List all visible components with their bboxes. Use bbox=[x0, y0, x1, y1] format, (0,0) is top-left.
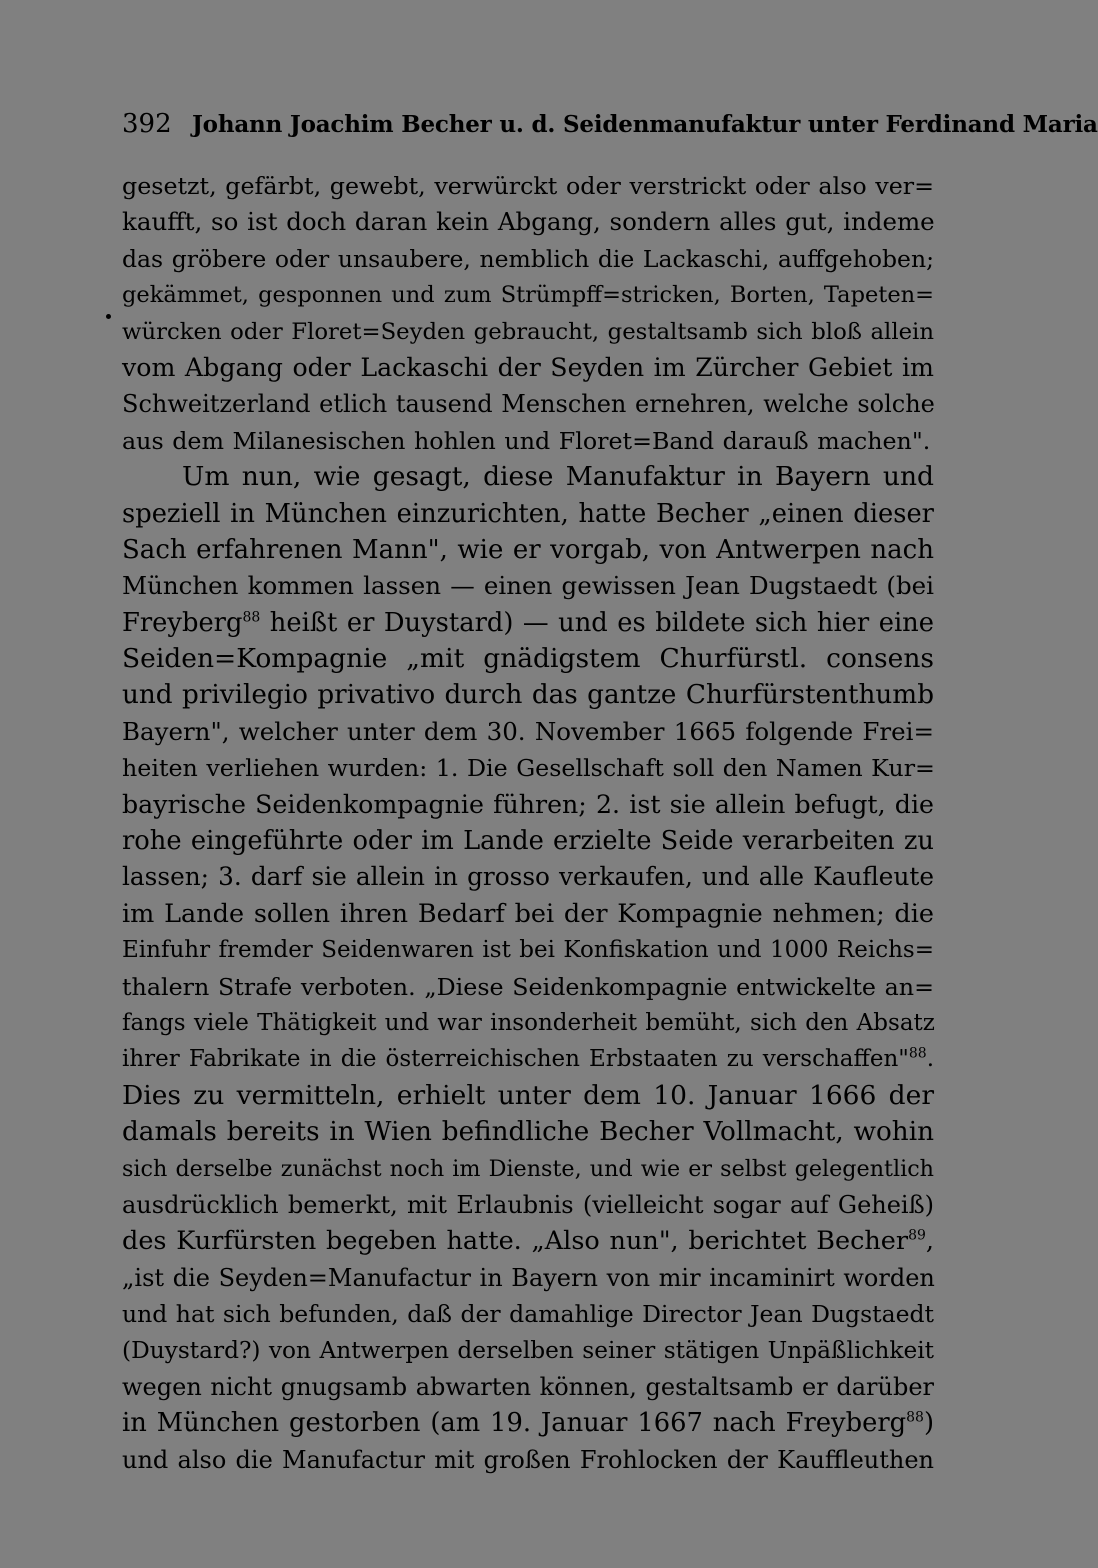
text-line: Schweitzerland etlich tausend Menschen ernehren, welche solche bbox=[122, 390, 935, 419]
text-line: und hat sich befunden, daß der damahlige Director Jean Dugstaedt bbox=[122, 1300, 934, 1329]
text-line: speziell in München einzurichten, hatte Becher „einen dieser bbox=[122, 498, 934, 529]
text-segment: heißt er Duystard) — und es bildete sich hier eine bbox=[269, 607, 935, 638]
text-line: aus dem Milanesischen hohlen und Floret=Band darauß machen". bbox=[122, 426, 931, 455]
text-segment: ihrer Fabrikate in die österreichischen Erbstaaten zu verschaffen" bbox=[122, 1046, 909, 1073]
text-line: vom Abgang oder Lackaschi der Seyden im Zürcher Gebiet im bbox=[122, 352, 934, 382]
text-line: bayrische Seidenkompagnie führen; 2. ist sie allein befugt, die bbox=[122, 789, 934, 819]
text-segment: ) bbox=[923, 1408, 934, 1439]
text-line: lassen; 3. darf sie allein in grosso verkaufen, und alle Kaufleute bbox=[122, 862, 934, 892]
text-line bbox=[122, 1223, 934, 1259]
text-line: thalern Strafe verboten. „Diese Seidenkompagnie entwickelte an= bbox=[122, 972, 934, 1001]
margin-speck bbox=[106, 314, 111, 319]
text-segment: in München gestorben (am 19. Januar 1667 nach Freyberg bbox=[122, 1408, 907, 1439]
text-line: München kommen lassen — einen gewissen Jean Dugstaedt (bei bbox=[122, 571, 934, 601]
text-line: das gröbere oder unsaubere, nemblich die Lackaschi, auffgehoben; bbox=[122, 244, 934, 273]
text-line: wegen nicht gnugsamb abwarten können, gestaltsamb er darüber bbox=[122, 1372, 934, 1401]
text-line: damals bereits in Wien befindliche Becher Vollmacht, wohin bbox=[122, 1117, 934, 1148]
text-line: Sach erfahrenen Mann", wie er vorgab, von Antwerpen nach bbox=[122, 534, 934, 565]
page-number: 392 bbox=[122, 109, 172, 139]
text-segment: . bbox=[926, 1046, 934, 1073]
text-line bbox=[122, 605, 934, 641]
running-title: Johann Joachim Becher u. d. Seidenmanufaktur unter Ferdinand Maria bbox=[192, 111, 1098, 138]
text-segment: des Kurfürsten begeben hatte. „Also nun", berichtet Becher bbox=[122, 1226, 909, 1257]
text-line: rohe eingeführte oder im Lande erzielte Seide verarbeiten zu bbox=[122, 826, 934, 857]
text-line: würcken oder Floret=Seyden gebraucht, gestaltsamb sich bloß allein bbox=[122, 318, 934, 345]
text-line: im Lande sollen ihren Bedarf bei der Kompagnie nehmen; die bbox=[122, 898, 934, 929]
text-line bbox=[122, 1041, 934, 1077]
text-line: Um nun, wie gesagt, diese Manufaktur in Bayern und bbox=[182, 461, 934, 493]
text-line bbox=[122, 1405, 934, 1441]
body-text bbox=[122, 168, 934, 1478]
text-line: Einfuhr fremder Seidenwaren ist bei Konfiskation und 1000 Reichs= bbox=[122, 937, 934, 964]
page-header bbox=[122, 104, 1098, 144]
footnote-ref: 88 bbox=[242, 609, 261, 626]
text-line: ausdrücklich bemerkt, mit Erlaubnis (vielleicht sogar auf Geheiß) bbox=[122, 1190, 934, 1219]
footnote-ref: 88 bbox=[906, 1409, 924, 1426]
text-line: fangs viele Thätigkeit und war insonderheit bemüht, sich den Absatz bbox=[122, 1009, 935, 1036]
footnote-ref: 88 bbox=[908, 1045, 927, 1062]
text-line: und privilegio privativo durch das gantze Churfürstenthumb bbox=[122, 680, 934, 711]
text-line: gekämmet, gesponnen und zum Strümpff=stricken, Borten, Tapeten= bbox=[122, 282, 934, 309]
text-line: gesetzt, gefärbt, gewebt, verwürckt oder verstrickt oder also ver= bbox=[122, 172, 934, 200]
text-line: Seiden=Kompagnie „mit gnädigstem Churfürstl. consens bbox=[122, 643, 934, 675]
text-segment: , bbox=[925, 1226, 934, 1257]
text-line: heiten verliehen wurden: 1. Die Gesellschaft soll den Namen Kur= bbox=[122, 754, 935, 783]
footnote-ref: 89 bbox=[908, 1227, 926, 1244]
text-segment: Freyberg bbox=[122, 607, 243, 638]
text-line: Dies zu vermitteln, erhielt unter dem 10. Januar 1666 der bbox=[122, 1079, 934, 1111]
text-line: kaufft, so ist doch daran kein Abgang, sondern alles gut, indeme bbox=[122, 207, 935, 237]
text-line: (Duystard?) von Antwerpen derselben seiner stätigen Unpäßlichkeit bbox=[122, 1336, 934, 1364]
text-line: sich derselbe zunächst noch im Dienste, und wie er selbst gelegentlich bbox=[122, 1155, 934, 1182]
text-line: Bayern", welcher unter dem 30. November 1665 folgende Frei= bbox=[122, 716, 934, 746]
text-line: und also die Manufactur mit großen Frohlocken der Kauffleuthen bbox=[122, 1445, 934, 1474]
text-line: „ist die Seyden=Manufactur in Bayern von mir incaminirt worden bbox=[122, 1263, 935, 1292]
